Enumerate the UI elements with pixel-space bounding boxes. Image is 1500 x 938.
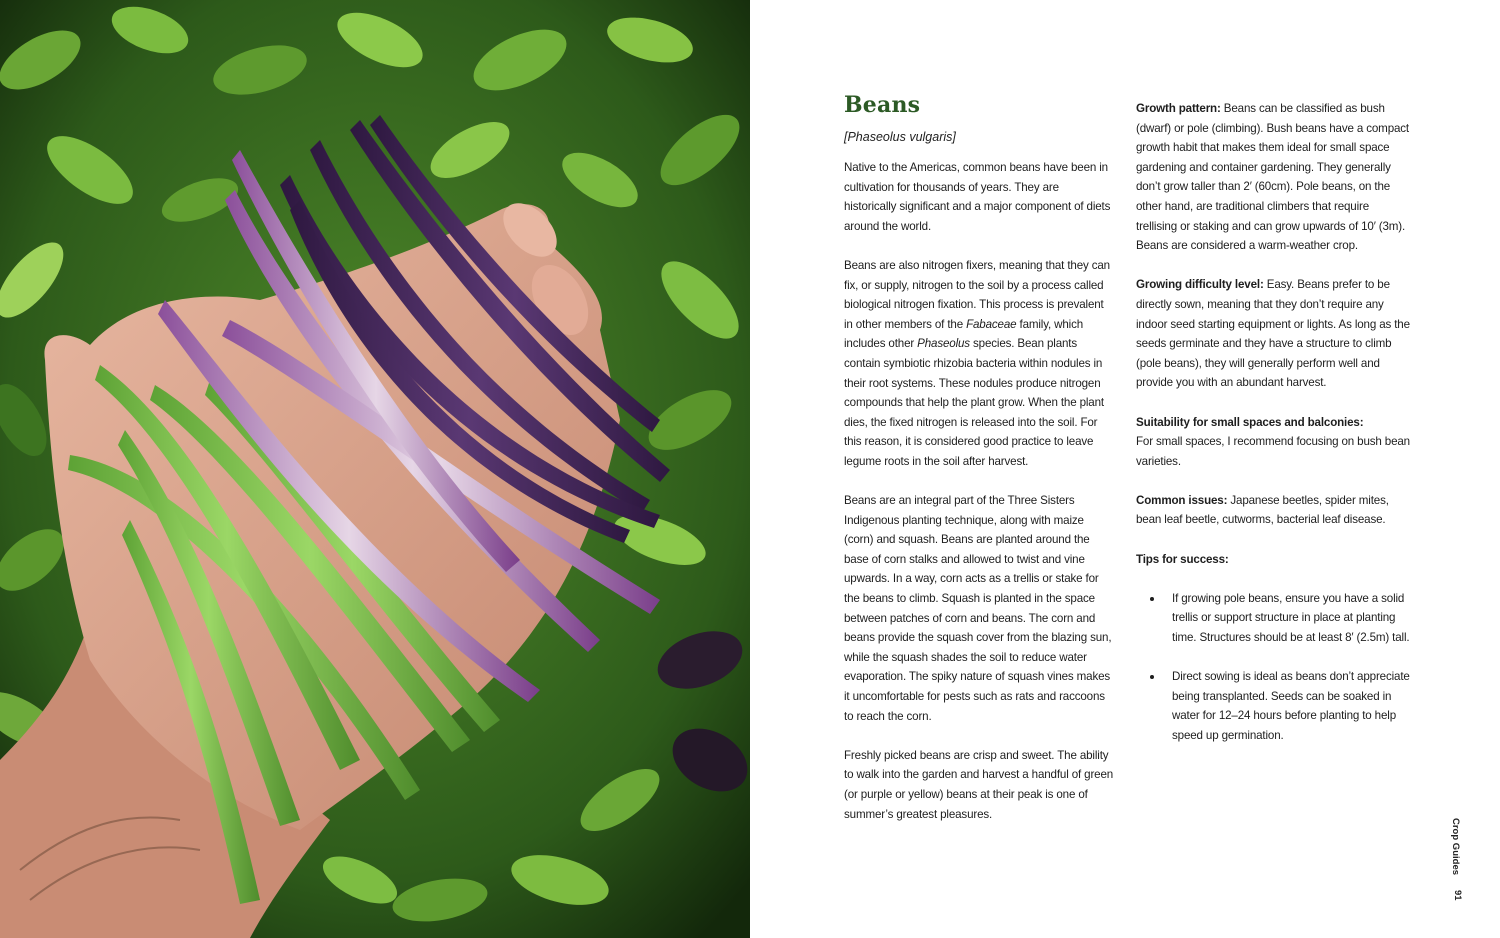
fabaceae-term: Fabaceae <box>966 317 1017 331</box>
difficulty-label: Growing difficulty level: <box>1136 278 1264 292</box>
intro-paragraph: Native to the Americas, common beans have been in cultivation for thousands of years. They are historically significant and a major component of diets around the world. <box>844 161 1111 233</box>
three-sisters-paragraph: Beans are an integral part of the Three Sisters Indigenous planting technique, along with maize (corn) and squash. Beans are planted around the base of corn stalks and allowed to twist and vine upwards. In a way, corn acts as a trellis or stake for the beans to climb. Squash is planted in the space between patches of corn and beans. The corn and beans provide the squash cover from the blazing sun, while the squash shades the soil to reduce water evaporation. The spiky nature of squash vines makes it uncomfortable for pests such as rats and raccoons to reach the corn. <box>844 494 1112 723</box>
small-spaces-section: Suitability for small spaces and balconies: For small spaces, I recommend focusing on bush bean varieties. <box>1136 415 1410 468</box>
difficulty-section: Growing difficulty level: Easy. Beans prefer to be directly sown, meaning that they don’t require any indoor seed starting equipment or lights. As long as the seeds germinate and they have a structure to climb (pole beans), they will generally perform well and provide you with an abundant harvest. <box>1136 278 1410 390</box>
growth-pattern-section: Growth pattern: Beans can be classified as bush (dwarf) or pole (climbing). Bush beans have a compact growth habit that makes them ideal for small space gardening and container gardening. They generally don’t grow taller than 2′ (60cm). Pole beans, on the other hand, are traditional climbers that require trellising or staking and can grow upwards of 10′ (3m). Beans are considered a warm-weather crop. <box>1136 102 1410 253</box>
text-page <box>750 0 1500 938</box>
running-head: Crop Guides <box>1450 818 1461 876</box>
common-issues-label: Common issues: <box>1136 493 1228 507</box>
left-column <box>844 158 1114 844</box>
page-title: Beans <box>844 92 921 118</box>
list-item: If growing pole beans, ensure you have a solid trellis or support structure in place at planting time. Structures should be at least 8′ (2.5m) tall. <box>1136 589 1411 648</box>
list-item: Direct sowing is ideal as beans don’t appreciate being transplanted. Seeds can be soaked in water for 12–24 hours before planting to help speed up germination. <box>1136 667 1411 745</box>
common-issues-section: Common issues: Japanese beetles, spider mites, bean leaf beetle, cutworms, bacterial leaf disease. <box>1136 493 1389 527</box>
small-spaces-label: Suitability for small spaces and balconies: <box>1136 415 1364 429</box>
phaseolus-term: Phaseolus <box>917 337 970 351</box>
tips-heading: Tips for success: <box>1136 552 1229 566</box>
closing-paragraph: Freshly picked beans are crisp and sweet. The ability to walk into the garden and harvest a handful of green (or purple or yellow) beans at their peak is one of summer’s greatest pleasures. <box>844 748 1114 821</box>
tips-list <box>1136 589 1411 746</box>
growth-pattern-label: Growth pattern: <box>1136 102 1221 115</box>
right-column <box>1136 99 1411 765</box>
latin-name: [Phaseolus vulgaris] <box>844 130 956 144</box>
nitrogen-paragraph: Beans are also nitrogen fixers, meaning that they can fix, or supply, nitrogen to the soil by a process called biological nitrogen fixation. This process is prevalent in other members of the Fabaceae family, which includes other Phaseolus species. Bean plants contain symbiotic rhizobia bacteria within nodules in their root systems. These nodules produce nitrogen compounds that help the plant grow. When the plant dies, the fixed nitrogen is released into the soil. For this reason, it is considered good practice to leave legume roots in the soil after harvest. <box>844 258 1110 468</box>
page-number: 91 <box>1452 890 1463 901</box>
